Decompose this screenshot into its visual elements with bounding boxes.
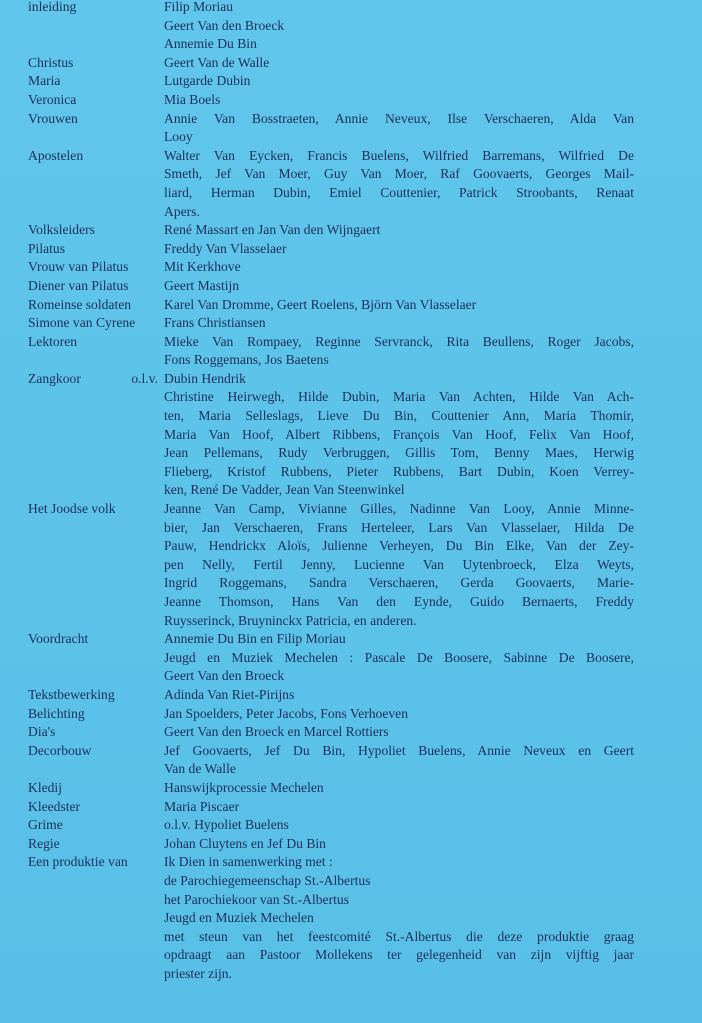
credit-row — [28, 779, 634, 798]
credit-row — [28, 686, 634, 705]
role-label — [28, 723, 164, 742]
role-name: inleiding — [28, 0, 77, 14]
name-line: Flieberg, Kristof Rubbens, Pieter Rubbens, Bart Dubin, Koen Verrey- — [164, 463, 634, 479]
credit-row — [28, 798, 634, 817]
name-line: ken, René De Vadder, Jean Van Steenwinkel — [164, 482, 405, 498]
role-name: Grime — [28, 817, 63, 833]
role-label — [28, 221, 164, 240]
credit-names — [164, 853, 634, 983]
credit-names — [164, 296, 634, 315]
credit-names — [164, 314, 634, 333]
credit-row — [28, 91, 634, 110]
role-label — [28, 370, 164, 389]
name-line: Christine Heirwegh, Hilde Dubin, Maria Van Achten, Hilde Van Ach- — [164, 389, 634, 405]
role-name: Pilatus — [28, 240, 66, 256]
name-line: Freddy Van Vlasselaer — [164, 240, 287, 256]
credit-names — [164, 221, 634, 240]
credit-row — [28, 333, 634, 370]
role-name: Decorbouw — [28, 742, 92, 758]
role-label — [28, 296, 164, 315]
name-line: Karel Van Dromme, Geert Roelens, Björn Van Vlasselaer — [164, 296, 477, 312]
role-name: Dia's — [28, 724, 56, 740]
role-name: Diener van Pilatus — [28, 277, 129, 293]
name-line: Geert Van den Broeck en Marcel Rottiers — [164, 724, 389, 740]
credit-row — [28, 723, 634, 742]
name-line: Jeugd en Muziek Mechelen — [164, 910, 314, 926]
credit-names — [164, 705, 634, 724]
credit-names — [164, 742, 634, 779]
name-line: Looy — [164, 129, 193, 145]
role-label — [28, 705, 164, 724]
credit-names — [164, 91, 634, 110]
name-line: Van de Walle — [164, 761, 236, 777]
role-label — [28, 72, 164, 91]
credit-names — [164, 0, 634, 54]
name-line: Fons Roggemans, Jos Baetens — [164, 352, 329, 368]
name-line: ten, Maria Selleslags, Lieve Du Bin, Couttenier Ann, Maria Thomir, — [164, 408, 634, 424]
name-line: Dubin Hendrik — [164, 370, 246, 386]
name-line: Lutgarde Dubin — [164, 73, 251, 89]
name-line: Geert Van de Walle — [164, 54, 270, 70]
credit-names — [164, 686, 634, 705]
credit-row — [28, 221, 634, 240]
role-name: Simone van Cyrene — [28, 315, 136, 331]
name-line: het Parochiekoor van St.-Albertus — [164, 891, 349, 907]
name-line: Annemie Du Bin en Filip Moriau — [164, 631, 346, 647]
credit-names — [164, 723, 634, 742]
name-line: Jan Spoelders, Peter Jacobs, Fons Verhoeven — [164, 705, 409, 721]
credit-row — [28, 742, 634, 779]
name-line: Mit Kerkhove — [164, 259, 241, 275]
credit-row — [28, 240, 634, 259]
role-label — [28, 686, 164, 705]
credit-names — [164, 835, 634, 854]
name-line: Jeanne Van Camp, Vivianne Gilles, Nadinne Van Looy, Annie Minne- — [164, 501, 634, 517]
name-line: Jef Goovaerts, Jef Du Bin, Hypoliet Buelens, Annie Neveux en Geert — [164, 742, 634, 758]
role-name: Het Joodse volk — [28, 501, 116, 517]
role-suffix: o.l.v. — [131, 370, 158, 386]
name-line: Walter Van Eycken, Francis Buelens, Wilfried Barremans, Wilfried De — [164, 147, 634, 163]
credit-row — [28, 705, 634, 724]
credit-row — [28, 147, 634, 221]
credit-names — [164, 240, 634, 259]
credit-row — [28, 0, 634, 54]
role-label — [28, 277, 164, 296]
name-line: Annie Van Bosstraeten, Annie Neveux, Ilse Verschaeren, Alda Van — [164, 110, 634, 126]
name-line: Johan Cluytens en Jef Du Bin — [164, 835, 326, 851]
name-line: Jeugd en Muziek Mechelen : Pascale De Boosere, Sabinne De Boosere, — [164, 649, 634, 665]
role-label — [28, 110, 164, 129]
credits-list — [28, 0, 634, 983]
name-line: Ik Dien in samenwerking met : — [164, 854, 333, 870]
name-line: de Parochiegemeenschap St.-Albertus — [164, 872, 371, 888]
name-line: met steun van het feestcomité St.-Albertus die deze produktie graag — [164, 928, 634, 944]
role-label — [28, 742, 164, 761]
role-label — [28, 0, 164, 17]
credit-row — [28, 296, 634, 315]
credit-row — [28, 110, 634, 147]
name-line: Jean Pellemans, Rudy Verbruggen, Gillis Tom, Benny Maes, Herwig — [164, 445, 634, 461]
name-line: Geert Mastijn — [164, 277, 240, 293]
name-line: liard, Herman Dubin, Emiel Couttenier, Patrick Stroobants, Renaat — [164, 184, 634, 200]
role-name: Zangkoor — [28, 370, 81, 386]
name-line: Jeanne Thomson, Hans Van den Eynde, Guido Bernaerts, Freddy — [164, 594, 634, 609]
role-name: Vrouw van Pilatus — [28, 259, 129, 275]
credit-names — [164, 54, 634, 73]
credit-names — [164, 630, 634, 686]
role-label — [28, 630, 164, 649]
name-line: Maria Van Hoof, Albert Ribbens, François Van Hoof, Felix Van Hoof, — [164, 426, 634, 442]
name-line: Adinda Van Riet-Pirijns — [164, 686, 295, 702]
credit-names — [164, 147, 634, 221]
name-line: René Massart en Jan Van den Wijngaert — [164, 222, 381, 238]
credit-row — [28, 277, 634, 296]
role-label — [28, 853, 164, 872]
name-line: Ruysserinck, Bruyninckx Patricia, en anderen. — [164, 612, 417, 628]
credit-names — [164, 370, 634, 500]
role-name: Voordracht — [28, 631, 89, 647]
credit-row — [28, 54, 634, 73]
role-label — [28, 835, 164, 854]
role-label — [28, 500, 164, 519]
credit-names — [164, 816, 634, 835]
name-line: Mieke Van Rompaey, Reginne Servranck, Rita Beullens, Roger Jacobs, — [164, 333, 634, 349]
credit-row — [28, 500, 634, 630]
role-name: Belichting — [28, 705, 85, 721]
name-line: o.l.v. Hypoliet Buelens — [164, 817, 289, 833]
role-name: Een produktie van — [28, 854, 128, 870]
role-label — [28, 91, 164, 110]
credit-names — [164, 798, 634, 817]
name-line: Frans Christiansen — [164, 315, 266, 331]
credit-names — [164, 258, 634, 277]
credit-row — [28, 370, 634, 500]
role-label — [28, 240, 164, 259]
role-label — [28, 333, 164, 352]
role-label — [28, 54, 164, 73]
credit-row — [28, 258, 634, 277]
role-name: Vrouwen — [28, 110, 78, 126]
name-line: priester zijn. — [164, 965, 232, 981]
credit-row — [28, 72, 634, 91]
role-name: Lektoren — [28, 333, 78, 349]
name-line: Filip Moriau — [164, 0, 234, 14]
credit-row — [28, 314, 634, 333]
credit-row — [28, 835, 634, 854]
role-label — [28, 258, 164, 277]
name-line: Geert Van den Broeck — [164, 668, 285, 684]
credit-names — [164, 779, 634, 798]
role-name: Christus — [28, 54, 74, 70]
name-line: bier, Jan Verschaeren, Frans Herteleer, Lars Van Vlasselaer, Hilda De — [164, 519, 634, 535]
role-name: Regie — [28, 835, 60, 851]
name-line: Apers. — [164, 203, 200, 219]
role-label — [28, 798, 164, 817]
role-label — [28, 779, 164, 798]
role-name: Volksleiders — [28, 222, 95, 238]
credit-names — [164, 333, 634, 370]
role-label — [28, 147, 164, 166]
role-name: Romeinse soldaten — [28, 296, 132, 312]
role-label — [28, 816, 164, 835]
name-line: Annemie Du Bin — [164, 36, 257, 52]
credit-names — [164, 72, 634, 91]
name-line: pen Nelly, Fertil Jenny, Lucienne Van Uytenbroeck, Elza Weyts, — [164, 556, 634, 572]
role-label — [28, 314, 164, 333]
role-name: Kleedster — [28, 798, 81, 814]
name-line: Pauw, Hendrickx Aloïs, Julienne Verheyen, Du Bin Elke, Van der Zey- — [164, 538, 634, 554]
credit-row — [28, 816, 634, 835]
role-name: Tekstbewerking — [28, 686, 115, 702]
credit-names — [164, 110, 634, 147]
name-line: Smeth, Jef Van Moer, Guy Van Moer, Raf Goovaerts, Georges Mail- — [164, 166, 634, 182]
credit-names — [164, 500, 634, 630]
credit-names — [164, 277, 634, 296]
role-name: Maria — [28, 73, 61, 89]
role-name: Veronica — [28, 91, 77, 107]
credit-row — [28, 630, 634, 686]
role-name: Kledij — [28, 779, 62, 795]
name-line: opdraagt aan Pastoor Mollekens ter gelegenheid van zijn vijftig jaar — [164, 947, 634, 963]
name-line: Maria Piscaer — [164, 798, 240, 814]
credit-row — [28, 853, 634, 983]
name-line: Hanswijkprocessie Mechelen — [164, 779, 324, 795]
role-name: Apostelen — [28, 147, 84, 163]
name-line: Ingrid Roggemans, Sandra Verschaeren, Gerda Goovaerts, Marie- — [164, 575, 634, 591]
name-line: Mia Boels — [164, 91, 221, 107]
name-line: Geert Van den Broeck — [164, 17, 285, 33]
